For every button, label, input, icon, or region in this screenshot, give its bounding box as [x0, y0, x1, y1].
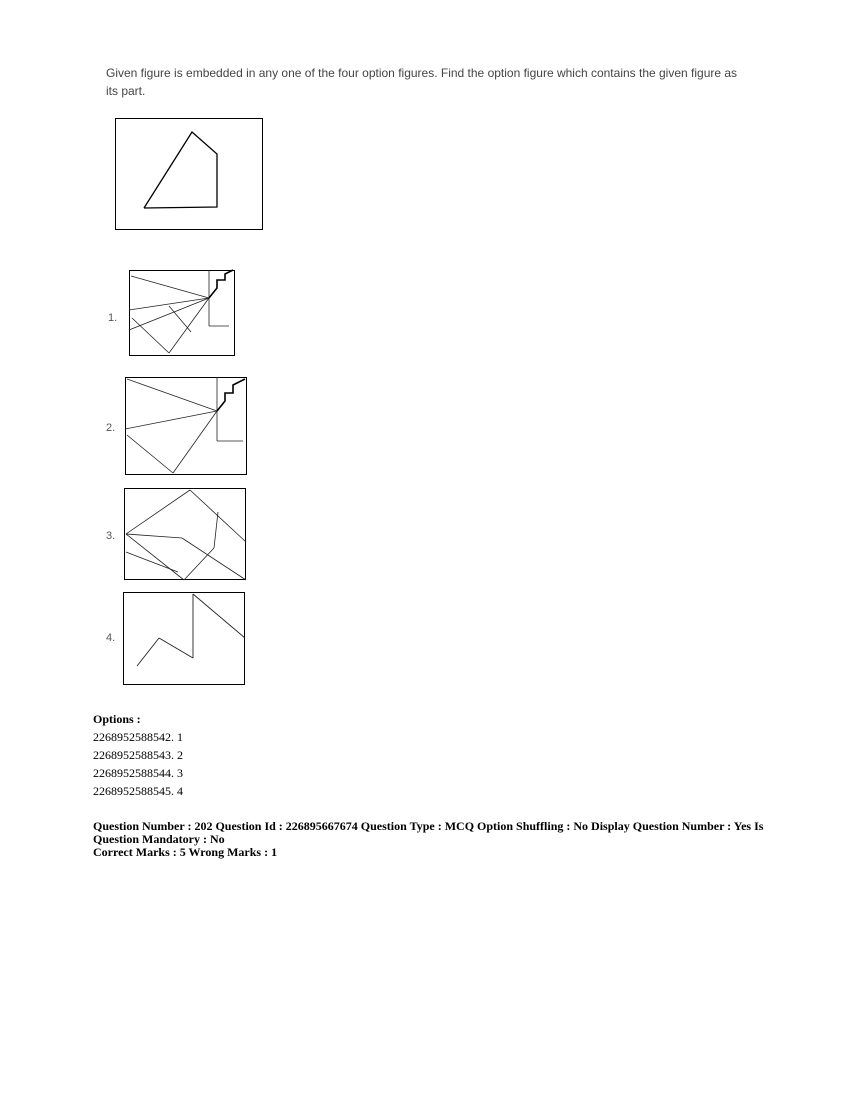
- options-heading: Options :: [93, 712, 141, 726]
- question-meta-line2: Correct Marks : 5 Wrong Marks : 1: [93, 845, 278, 859]
- figure-option-1[interactable]: [129, 270, 235, 356]
- figure-option-label-1: 1.: [108, 312, 118, 324]
- answer-option-1[interactable]: 2268952588542. 1: [93, 730, 183, 744]
- question-text: Given figure is embedded in any one of the four option figures. Find the option figure which contains the given figure as its part.: [106, 66, 738, 98]
- question-meta-line1: Question Number : 202 Question Id : 226895667674 Question Type : MCQ Option Shuffling : No Display Question Number : Yes Is Question Mandatory : No: [93, 819, 764, 846]
- answer-options: [93, 710, 183, 800]
- figure-option-label-4: 4.: [106, 632, 116, 644]
- question-meta: [93, 820, 793, 859]
- figure-option-label-2: 2.: [106, 422, 116, 434]
- figure-option-2[interactable]: [125, 377, 247, 475]
- figure-option-4[interactable]: [123, 592, 245, 685]
- answer-option-2[interactable]: 2268952588543. 2: [93, 748, 183, 762]
- given-figure: [115, 118, 263, 230]
- answer-option-3[interactable]: 2268952588544. 3: [93, 766, 183, 780]
- figure-option-label-3: 3.: [106, 530, 116, 542]
- answer-option-4[interactable]: 2268952588545. 4: [93, 784, 183, 798]
- figure-option-3[interactable]: [124, 488, 246, 580]
